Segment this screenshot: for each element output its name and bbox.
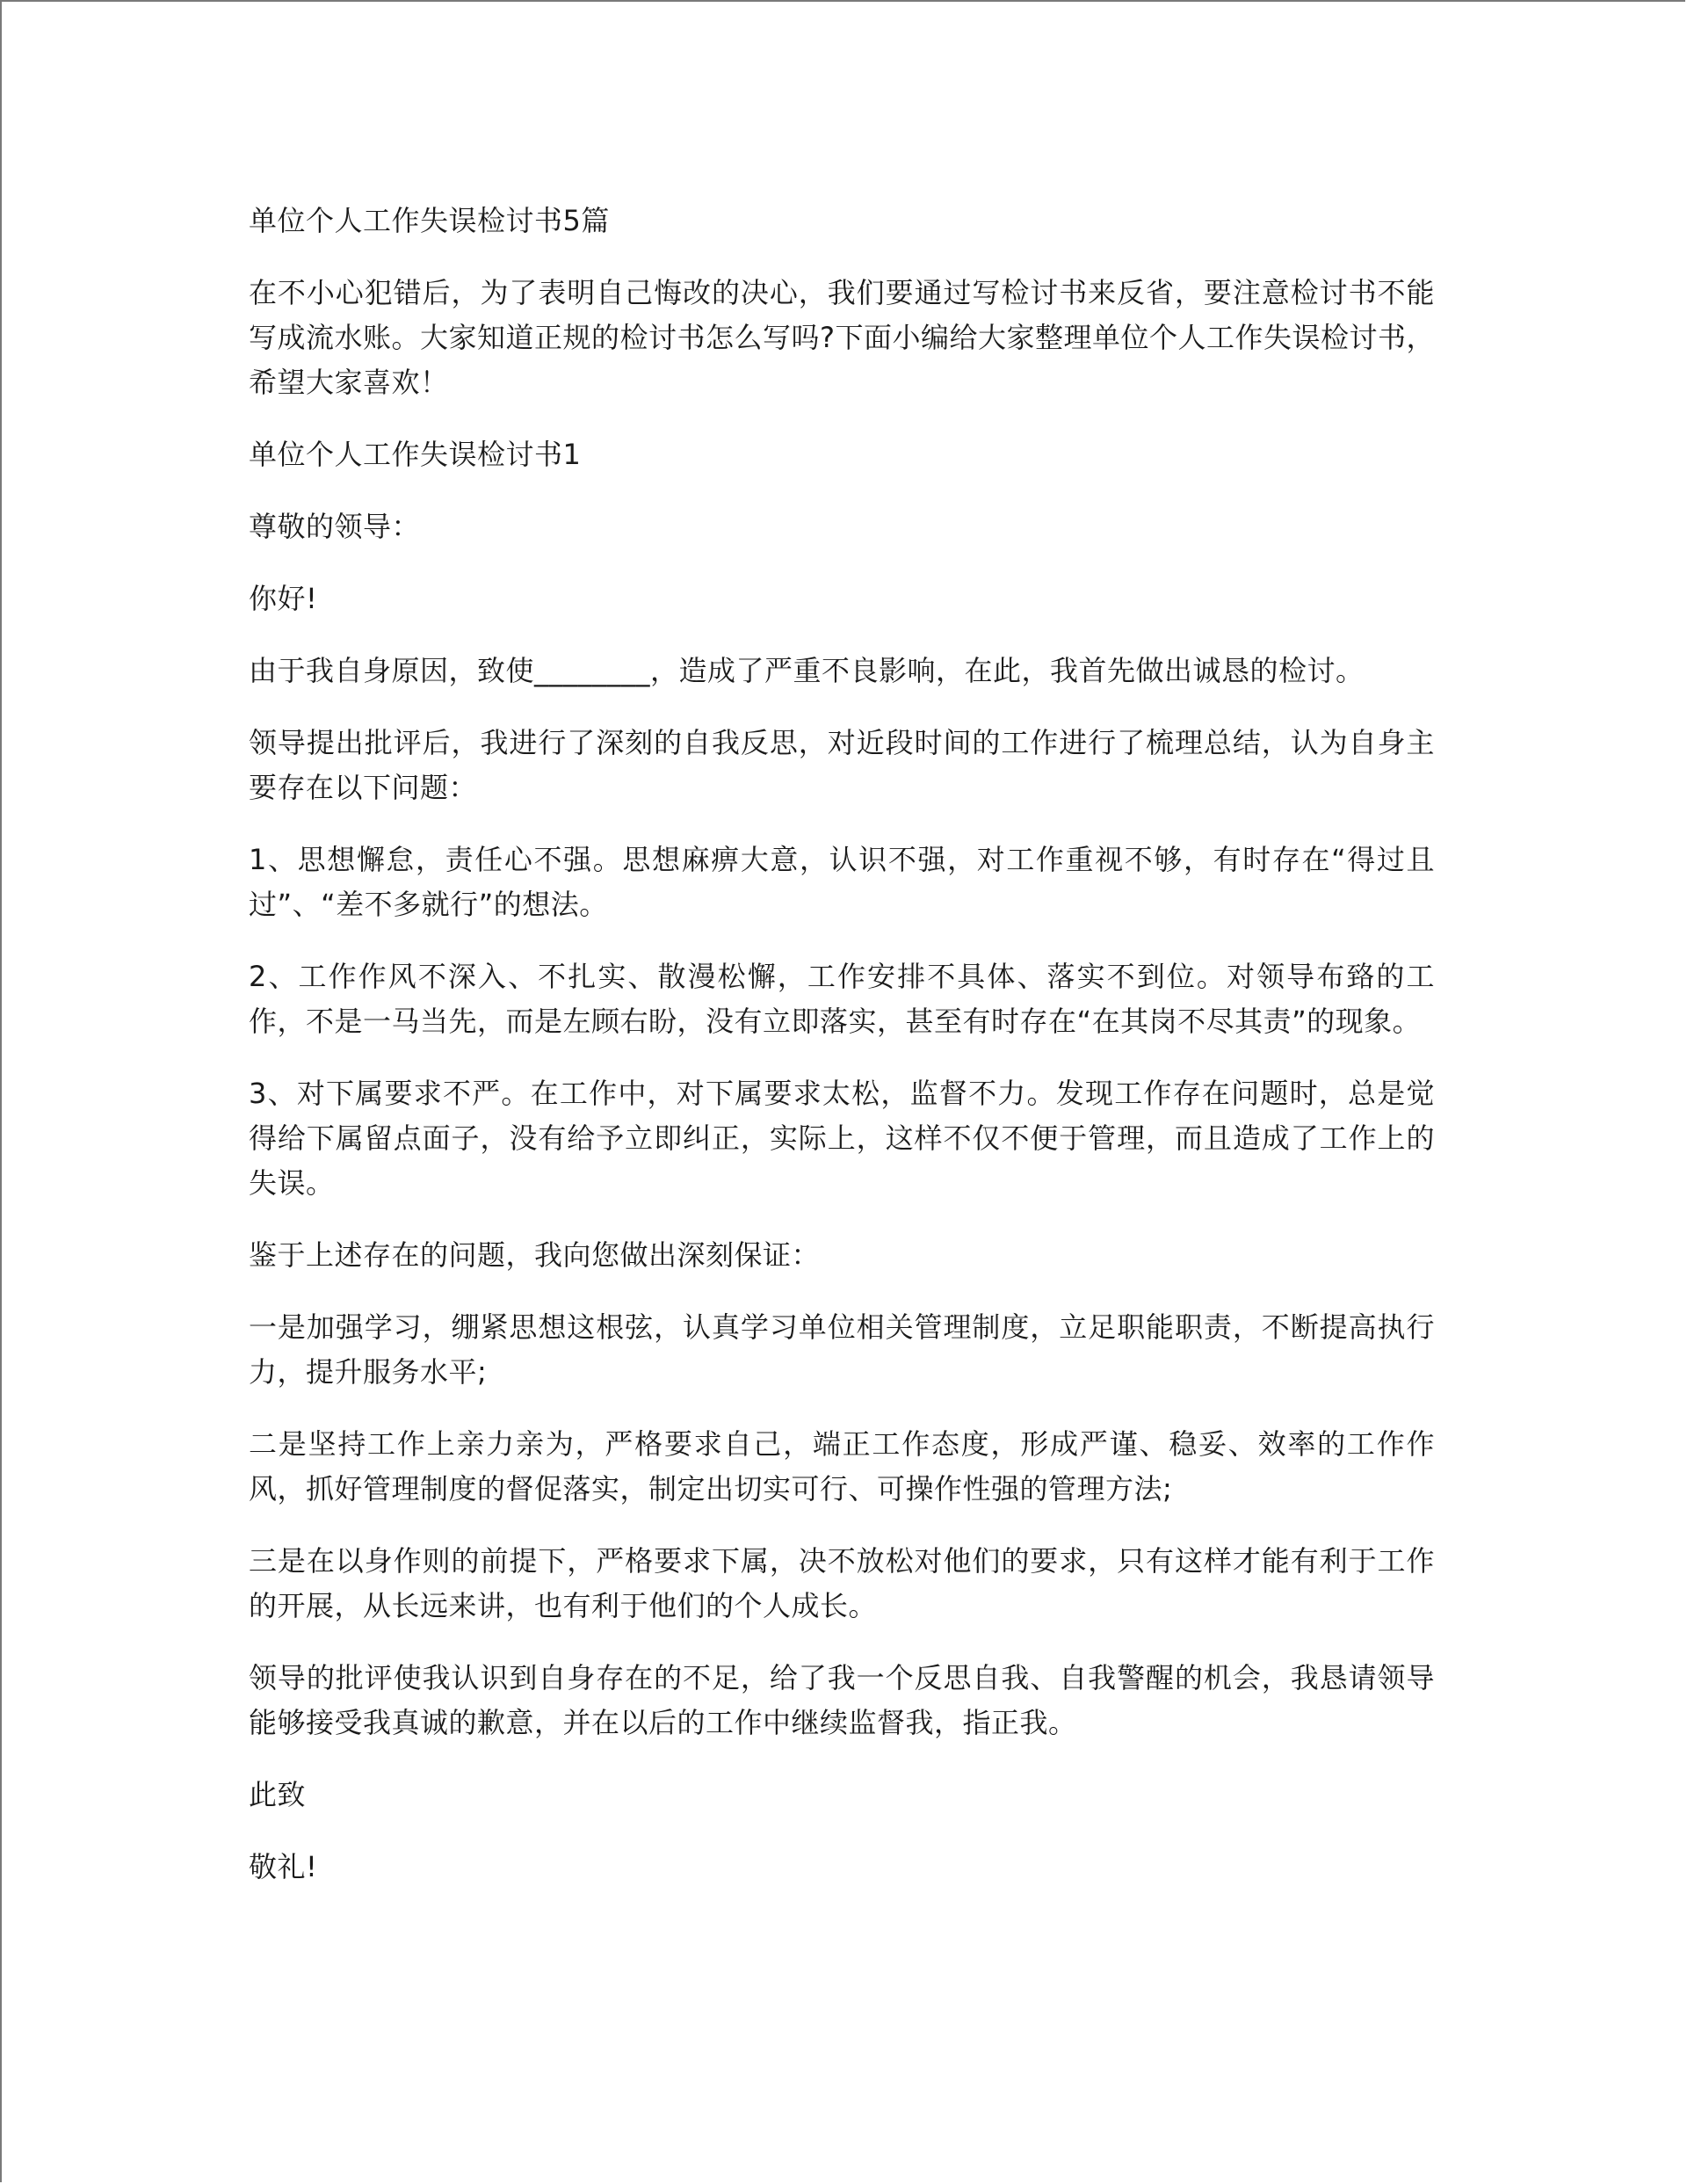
body-paragraph: 2、工作作风不深入、不扎实、散漫松懈，工作安排不具体、落实不到位。对领导布臵的工作，不是一马当先，而是左顾右盼，没有立即落实，甚至有时存在“在其岗不尽其责”的现象。 (249, 960, 1435, 1038)
body-paragraph: 由于我自身原因，致使________，造成了严重不良影响，在此，我首先做出诚恳的检讨。 (249, 654, 1365, 687)
document-title: 单位个人工作失误检讨书5篇 (249, 204, 610, 237)
document-body (249, 199, 1435, 1917)
greeting: 你好! (249, 582, 318, 615)
body-paragraph: 领导提出批评后，我进行了深刻的自我反思，对近段时间的工作进行了梳理总结，认为自身主要存在以下问题： (249, 726, 1435, 804)
body-paragraph: 3、对下属要求不严。在工作中，对下属要求太松，监督不力。发现工作存在问题时，总是觉得给下属留点面子，没有给予立即纠正，实际上，这样不仅不便于管理，而且造成了工作上的失误。 (249, 1077, 1435, 1200)
body-paragraph: 鉴于上述存在的问题，我向您做出深刻保证： (249, 1238, 821, 1272)
intro-paragraph: 在不小心犯错后，为了表明自己悔改的决心，我们要通过写检讨书来反省，要注意检讨书不能写成流水账。大家知道正规的检讨书怎么写吗?下面小编给大家整理单位个人工作失误检讨书，希望大家喜欢！ (249, 276, 1435, 399)
closing: 此致 (249, 1778, 307, 1811)
salutation: 尊敬的领导： (249, 510, 421, 543)
body-paragraph: 三是在以身作则的前提下，严格要求下属，决不放松对他们的要求，只有这样才能有利于工作的开展，从长远来讲，也有利于他们的个人成长。 (249, 1544, 1435, 1622)
body-paragraph: 二是坚持工作上亲力亲为，严格要求自己，端正工作态度，形成严谨、稳妥、效率的工作作风，抓好管理制度的督促落实，制定出切实可行、可操作性强的管理方法; (249, 1427, 1435, 1506)
regards: 敬礼! (249, 1850, 318, 1883)
body-paragraph: 1、思想懈怠，责任心不强。思想麻痹大意，认识不强，对工作重视不够，有时存在“得过且过”、“差不多就行”的想法。 (249, 843, 1435, 921)
section-title: 单位个人工作失误检讨书1 (249, 438, 582, 471)
body-paragraph: 领导的批评使我认识到自身存在的不足，给了我一个反思自我、自我警醒的机会，我恳请领导能够接受我真诚的歉意，并在以后的工作中继续监督我，指正我。 (249, 1661, 1435, 1739)
body-paragraph: 一是加强学习，绷紧思想这根弦，认真学习单位相关管理制度，立足职能职责，不断提高执行力，提升服务水平; (249, 1310, 1435, 1389)
